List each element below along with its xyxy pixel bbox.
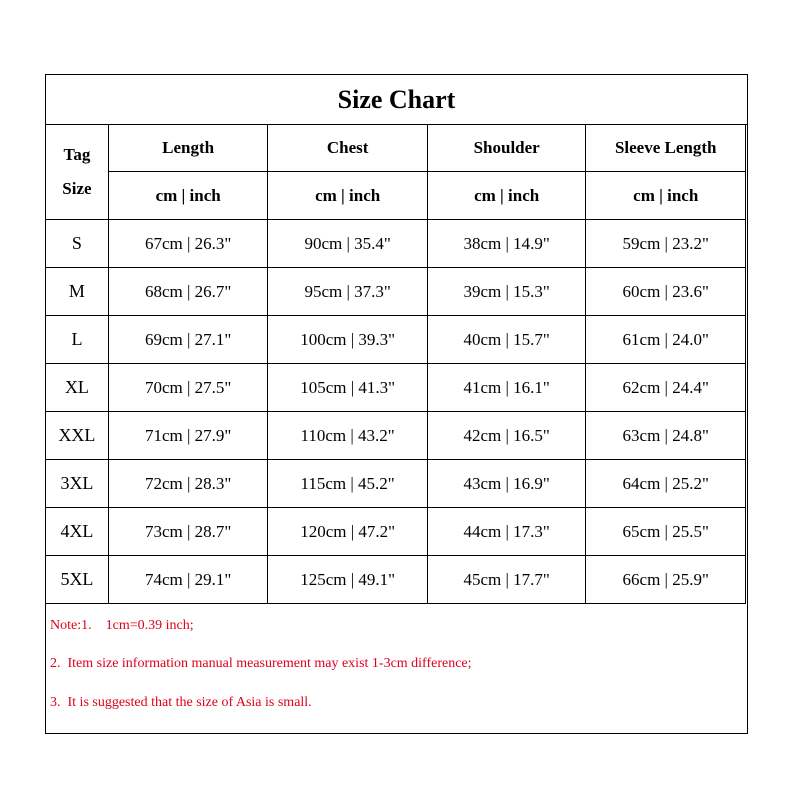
sleeve-length-cell: 63cm | 24.8" xyxy=(586,412,746,460)
size-cell: L xyxy=(46,316,109,364)
size-chart-title: Size Chart xyxy=(46,75,747,125)
length-cell: 68cm | 26.7" xyxy=(108,268,268,316)
shoulder-cell: 45cm | 17.7" xyxy=(427,556,586,604)
sleeve-length-cell: 59cm | 23.2" xyxy=(586,220,746,268)
chest-cell: 115cm | 45.2" xyxy=(268,460,427,508)
header-row xyxy=(46,125,746,172)
size-cell: XL xyxy=(46,364,109,412)
shoulder-cell: 44cm | 17.3" xyxy=(427,508,586,556)
size-cell: S xyxy=(46,220,109,268)
tag-header-line1: Tag xyxy=(63,145,91,164)
shoulder-cell: 41cm | 16.1" xyxy=(427,364,586,412)
note-line-1: Note:1. 1cm=0.39 inch; xyxy=(50,618,194,633)
unit-label-shoulder: cm | inch xyxy=(427,172,586,220)
length-cell: 73cm | 28.7" xyxy=(108,508,268,556)
sleeve-length-cell: 65cm | 25.5" xyxy=(586,508,746,556)
length-cell: 70cm | 27.5" xyxy=(108,364,268,412)
shoulder-cell: 40cm | 15.7" xyxy=(427,316,586,364)
chest-cell: 110cm | 43.2" xyxy=(268,412,427,460)
chest-cell: 100cm | 39.3" xyxy=(268,316,427,364)
size-cell: 5XL xyxy=(46,556,109,604)
shoulder-cell: 42cm | 16.5" xyxy=(427,412,586,460)
tag-header-line2: Size xyxy=(62,179,92,198)
table-row xyxy=(46,268,746,316)
table-row xyxy=(46,220,746,268)
unit-label-chest: cm | inch xyxy=(268,172,427,220)
column-header-length: Length xyxy=(108,125,268,172)
shoulder-cell: 38cm | 14.9" xyxy=(427,220,586,268)
table-row xyxy=(46,412,746,460)
size-cell: 4XL xyxy=(46,508,109,556)
chest-cell: 90cm | 35.4" xyxy=(268,220,427,268)
chest-cell: 120cm | 47.2" xyxy=(268,508,427,556)
size-cell: XXL xyxy=(46,412,109,460)
unit-label-sleeve-length: cm | inch xyxy=(586,172,746,220)
column-header-shoulder: Shoulder xyxy=(427,125,586,172)
sleeve-length-cell: 61cm | 24.0" xyxy=(586,316,746,364)
unit-row xyxy=(46,172,746,220)
column-header-sleeve-length: Sleeve Length xyxy=(586,125,746,172)
sleeve-length-cell: 62cm | 24.4" xyxy=(586,364,746,412)
length-cell: 72cm | 28.3" xyxy=(108,460,268,508)
note-line-2: 2. Item size information manual measurement may exist 1-3cm difference; xyxy=(50,656,472,671)
column-header-chest: Chest xyxy=(268,125,427,172)
size-chart xyxy=(45,74,748,734)
unit-label-length: cm | inch xyxy=(108,172,268,220)
table-row xyxy=(46,316,746,364)
sleeve-length-cell: 66cm | 25.9" xyxy=(586,556,746,604)
length-cell: 69cm | 27.1" xyxy=(108,316,268,364)
length-cell: 71cm | 27.9" xyxy=(108,412,268,460)
table-row xyxy=(46,556,746,604)
size-cell: 3XL xyxy=(46,460,109,508)
shoulder-cell: 39cm | 15.3" xyxy=(427,268,586,316)
length-cell: 67cm | 26.3" xyxy=(108,220,268,268)
table-row xyxy=(46,364,746,412)
table-row xyxy=(46,460,746,508)
length-cell: 74cm | 29.1" xyxy=(108,556,268,604)
table-row xyxy=(46,508,746,556)
chest-cell: 105cm | 41.3" xyxy=(268,364,427,412)
tag-size-header xyxy=(46,125,109,220)
size-cell: M xyxy=(46,268,109,316)
sleeve-length-cell: 64cm | 25.2" xyxy=(586,460,746,508)
note-line-3: 3. It is suggested that the size of Asia is small. xyxy=(50,695,312,710)
chest-cell: 95cm | 37.3" xyxy=(268,268,427,316)
size-table xyxy=(45,124,746,604)
shoulder-cell: 43cm | 16.9" xyxy=(427,460,586,508)
chest-cell: 125cm | 49.1" xyxy=(268,556,427,604)
sleeve-length-cell: 60cm | 23.6" xyxy=(586,268,746,316)
